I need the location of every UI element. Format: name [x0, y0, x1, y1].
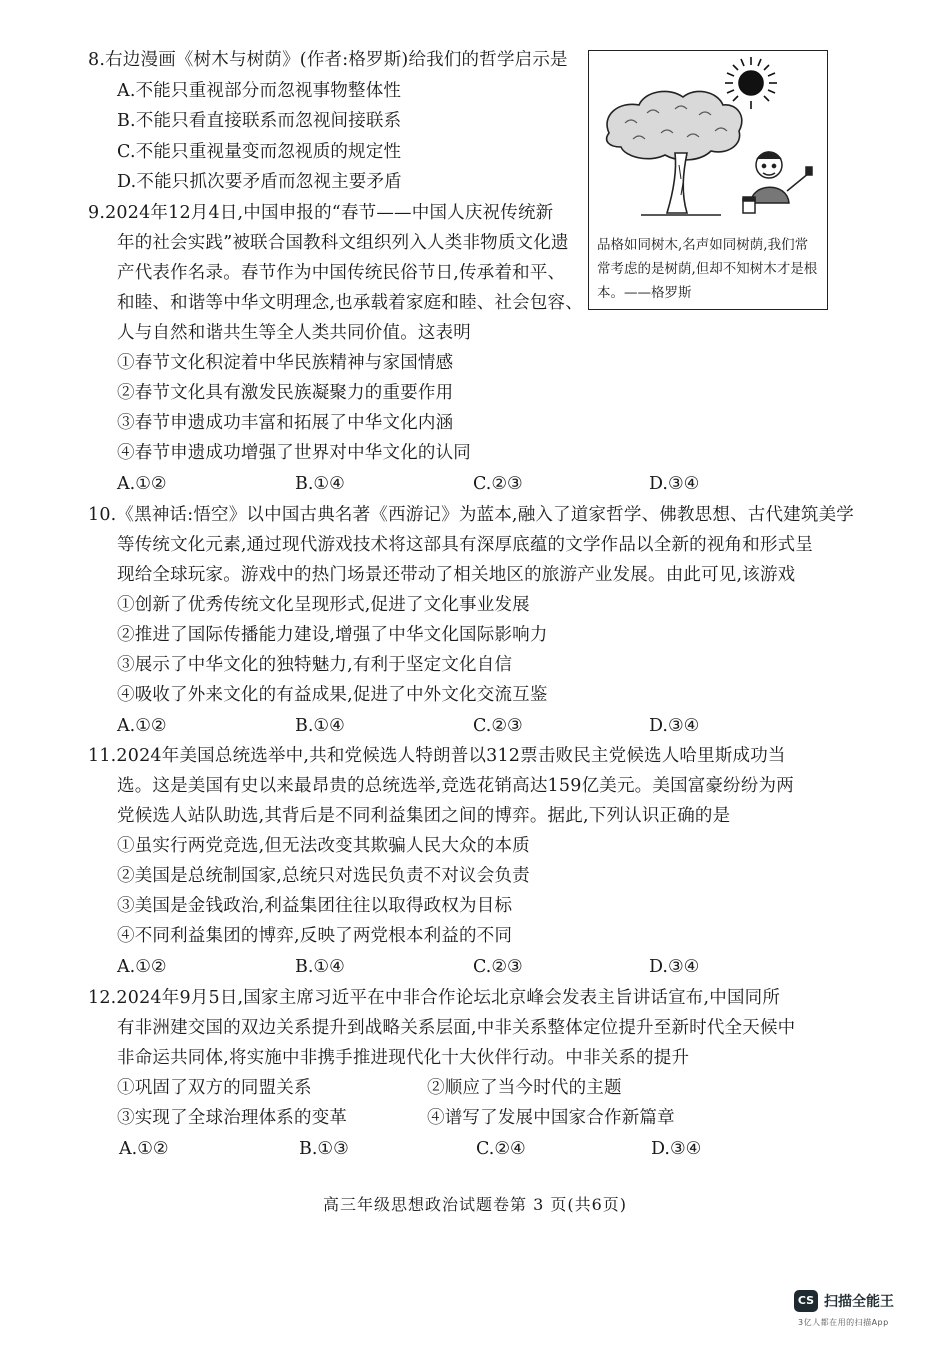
q9-stem-line-5: 人与自然和谐共生等全人类共同价值。这表明 — [117, 323, 471, 343]
q12-choice-c: C.②④ — [476, 1139, 526, 1159]
painter-figure-icon — [743, 152, 812, 213]
q12-choice-b: B.①③ — [299, 1139, 349, 1159]
cs-logo-icon: CS — [794, 1290, 818, 1312]
q9-statement-2: ②春节文化具有激发民族凝聚力的重要作用 — [117, 383, 454, 403]
q11-choice-c: C.②③ — [473, 957, 523, 977]
q10-choice-a: A.①② — [117, 716, 167, 736]
q12-stem-line-1: 12.2024年9月5日,国家主席习近平在中非合作论坛北京峰会发表主旨讲话宣布,中国同所 — [88, 988, 781, 1008]
q9-stem-line-4: 和睦、和谐等中华文明理念,也承载着家庭和睦、社会包容、 — [117, 293, 583, 313]
cartoon-panel — [588, 50, 828, 310]
tree-icon — [607, 91, 742, 215]
q9-choice-d: D.③④ — [649, 474, 700, 494]
sun-icon — [725, 57, 777, 109]
page-footer: 高三年级思想政治试题卷第 3 页(共6页) — [322, 1195, 628, 1214]
q12-stem-line-2: 有非洲建交国的双边关系提升到战略关系层面,中非关系整体定位提升至新时代全天候中 — [117, 1018, 796, 1038]
q10-stem-line-2: 等传统文化元素,通过现代游戏技术将这部具有深厚底蕴的文学作品以全新的视角和形式呈 — [117, 535, 814, 555]
q11-statement-1: ①虽实行两党竞选,但无法改变其欺骗人民大众的本质 — [117, 836, 530, 856]
q11-statement-3: ③美国是金钱政治,利益集团往往以取得政权为目标 — [117, 896, 513, 916]
q9-choice-b: B.①④ — [295, 474, 345, 494]
q11-stem-line-1: 11.2024年美国总统选举中,共和党候选人特朗普以312票击败民主党候选人哈里斯成功当 — [88, 746, 786, 766]
q8-option-b: B.不能只看直接联系而忽视间接联系 — [117, 111, 402, 131]
q10-statement-4: ④吸收了外来文化的有益成果,促进了中外文化交流互鉴 — [117, 685, 548, 705]
q11-stem-line-3: 党候选人站队助选,其背后是不同利益集团之间的博弈。据此,下列认识正确的是 — [117, 806, 731, 826]
scanner-app-watermark — [794, 1290, 934, 1332]
q8-option-c: C.不能只重视量变而忽视质的规定性 — [117, 142, 402, 162]
watermark-brand-name: 扫描全能王 — [824, 1294, 894, 1310]
q8-option-a: A.不能只重视部分而忽视事物整体性 — [117, 81, 402, 101]
q12-statement-3: ③实现了全球治理体系的变革 — [117, 1108, 348, 1128]
q12-stem-line-3: 非命运共同体,将实施中非携手推进现代化十大伙伴行动。中非关系的提升 — [117, 1048, 690, 1068]
q9-stem-line-2: 年的社会实践”被联合国教科文组织列入人类非物质文化遗 — [117, 233, 569, 253]
q11-statement-2: ②美国是总统制国家,总统只对选民负责不对议会负责 — [117, 866, 530, 886]
q9-statement-4: ④春节申遗成功增强了世界对中华文化的认同 — [117, 443, 471, 463]
q10-statement-1: ①创新了优秀传统文化呈现形式,促进了文化事业发展 — [117, 595, 530, 615]
q12-choice-a: A.①② — [119, 1139, 169, 1159]
q10-choice-c: C.②③ — [473, 716, 523, 736]
q11-statement-4: ④不同利益集团的博弈,反映了两党根本利益的不同 — [117, 926, 513, 946]
q10-stem-line-3: 现给全球玩家。游戏中的热门场景还带动了相关地区的旅游产业发展。由此可见,该游戏 — [117, 565, 796, 585]
q12-choice-d: D.③④ — [651, 1139, 702, 1159]
cartoon-caption: 品格如同树木,名声如同树荫,我们常常考虑的是树荫,但却不知树木才是根本。——格罗斯 — [597, 237, 818, 301]
q10-choice-d: D.③④ — [649, 716, 700, 736]
q8-stem: 8.右边漫画《树木与树荫》(作者:格罗斯)给我们的哲学启示是 — [88, 50, 568, 70]
watermark-tagline: 3亿人都在用的扫描App — [798, 1318, 889, 1327]
q10-statement-3: ③展示了中华文化的独特魅力,有利于坚定文化自信 — [117, 655, 513, 675]
cartoon-tree-and-shade-illustration — [591, 53, 825, 225]
q10-statement-2: ②推进了国际传播能力建设,增强了中华文化国际影响力 — [117, 625, 548, 645]
q9-stem-line-1: 9.2024年12月4日,中国申报的“春节——中国人庆祝传统新 — [88, 203, 554, 223]
q10-choice-b: B.①④ — [295, 716, 345, 736]
q9-statement-3: ③春节申遗成功丰富和拓展了中华文化内涵 — [117, 413, 454, 433]
q8-option-d: D.不能只抓次要矛盾而忽视主要矛盾 — [117, 172, 402, 192]
q9-choice-a: A.①② — [117, 474, 167, 494]
q12-statement-2: ②顺应了当今时代的主题 — [427, 1078, 622, 1098]
q11-choice-b: B.①④ — [295, 957, 345, 977]
q12-statement-4: ④谱写了发展中国家合作新篇章 — [427, 1108, 675, 1128]
q12-statement-1: ①巩固了双方的同盟关系 — [117, 1078, 312, 1098]
q9-choice-c: C.②③ — [473, 474, 523, 494]
q11-stem-line-2: 选。这是美国有史以来最昂贵的总统选举,竞选花销高达159亿美元。美国富豪纷纷为两 — [117, 776, 794, 796]
q11-choice-d: D.③④ — [649, 957, 700, 977]
q9-stem-line-3: 产代表作名录。春节作为中国传统民俗节日,传承着和平、 — [117, 263, 566, 283]
q10-stem-line-1: 10.《黑神话:悟空》以中国古典名著《西游记》为蓝本,融入了道家哲学、佛教思想、古代建筑美学 — [88, 505, 854, 525]
q11-choice-a: A.①② — [117, 957, 167, 977]
q9-statement-1: ①春节文化积淀着中华民族精神与家国情感 — [117, 353, 454, 373]
